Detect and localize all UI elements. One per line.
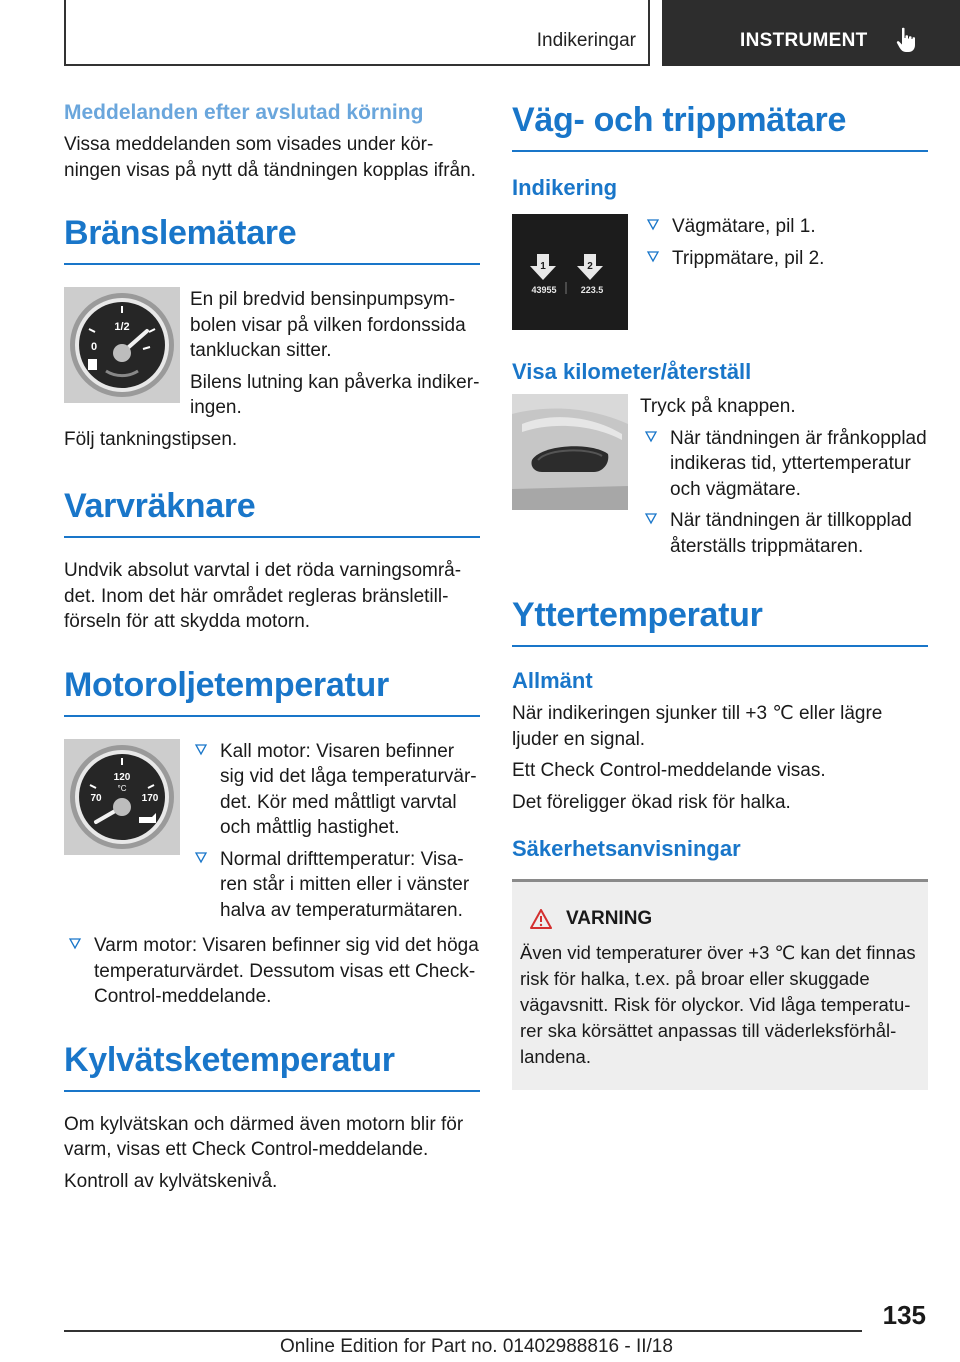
warning-label: VARNING — [566, 908, 653, 929]
oil-temp-gauge-icon — [64, 739, 180, 855]
section-title-coolant-temp: Kylvätsketemperatur — [64, 1040, 480, 1092]
odometer-value: 43955 — [531, 285, 557, 295]
subsection-title-indication: Indikering — [512, 175, 618, 200]
list-item — [190, 847, 480, 924]
fuel-gauge-image — [64, 287, 180, 403]
reset-knob-icon — [512, 394, 628, 510]
list-item — [642, 246, 928, 272]
warning-triangle-icon — [530, 909, 552, 929]
edition-text: Online Edition for Part no. 01402988816 - II/18 — [280, 1336, 673, 1357]
section-title-outside-temp: Yttertemperatur — [512, 595, 928, 647]
section-title-oil-temp: Motoroljetemperatur — [64, 665, 480, 717]
fuel-gauge-icon — [64, 287, 180, 403]
list-item-text: Trippmätare, pil 2. — [672, 247, 825, 269]
arrow-label-2: 2 — [587, 261, 593, 272]
section-title-fuel-gauge: Bränslemätare — [64, 213, 480, 265]
triangle-bullet-icon — [644, 512, 658, 526]
chapter-label: INSTRUMENT — [740, 30, 868, 51]
gauge-label-120: 120 — [113, 771, 131, 783]
footer-rule — [64, 1330, 862, 1332]
messages-text: Vissa meddelanden som visades under körningen visas på nytt då tändningen kopplas ifrån. — [64, 134, 476, 181]
gauge-label-half: 1/2 — [114, 321, 130, 333]
subsection-title-safety: Säkerhetsanvisningar — [512, 836, 741, 861]
breadcrumb: Indikeringar — [536, 30, 636, 51]
section-title-odometer: Väg- och trippmätare — [512, 100, 928, 152]
outside-temp-text-3: Det föreligger ökad risk för halka. — [512, 791, 791, 813]
reset-text: Tryck på knappen. — [640, 396, 796, 417]
header-frame-bottom — [64, 64, 650, 66]
odometer-display-image — [512, 214, 628, 330]
warning-text: Även vid temperaturer över +3 ℃ kan det finnas risk för halka, t.ex. på broar eller skuggade vägavsnitt. Risk för olyckor. Vid låga temperaturer ska körsättet anpassas till väderleksförhållandena. — [520, 942, 916, 1067]
coolant-text-1: Om kylvätskan och därmed även motorn blir för varm, visas ett Check Control-meddelande. — [64, 1113, 464, 1160]
section-title-tachometer: Varvräknare — [64, 486, 480, 538]
gauge-label-170: 170 — [141, 792, 159, 804]
trip-value: 223.5 — [580, 285, 604, 295]
list-item — [190, 739, 480, 841]
outside-temp-text-1: När indikeringen sjunker till +3 ℃ eller lägre ljuder en signal. — [512, 703, 883, 750]
fuel-gauge-text-1: En pil bredvid bensinpumpsymbolen visar på vilken fordonssida tankluckan sitter. — [190, 289, 466, 361]
section-title-messages: Meddelanden efter avslutad körning — [64, 101, 424, 124]
page-number: 135 — [882, 1300, 926, 1330]
list-item — [642, 214, 928, 240]
gauge-label-zero: 0 — [90, 341, 98, 353]
list-item-text: När tändningen är tillkopplad återställs trippmätaren. — [670, 510, 912, 557]
triangle-bullet-icon — [194, 851, 208, 865]
header-frame-left — [64, 0, 66, 66]
subsection-title-general: Allmänt — [512, 668, 593, 693]
left-column — [64, 100, 480, 1194]
outside-temp-text-2: Ett Check Control-meddelande visas. — [512, 760, 826, 781]
arrow-label-1: 1 — [540, 261, 546, 272]
coolant-text-2: Kontroll av kylvätskenivå. — [64, 1170, 278, 1192]
list-item-text: När tändningen är frånkopplad indikeras tid, yttertemperatur och vägmätare. — [670, 427, 927, 500]
warning-header — [530, 908, 920, 930]
tachometer-text: Undvik absolut varvtal i det röda varningsområdet. Inom det här området regleras bränsletillförseln för att skydda motorn. — [64, 560, 462, 632]
triangle-bullet-icon — [194, 743, 208, 757]
triangle-bullet-icon — [646, 250, 660, 264]
list-item-text: Normal drifttemperatur: Visaren står i mitten eller i vänster halva av temperaturmätaren. — [220, 848, 470, 921]
fuel-gauge-text-2: Bilens lutning kan påverka indikeringen. — [190, 371, 480, 418]
warning-box — [512, 879, 928, 1090]
list-item — [640, 426, 928, 503]
fuel-gauge-text-3: Följ tankningstipsen. — [64, 428, 238, 450]
odometer-display-icon — [512, 214, 628, 330]
header-divider — [648, 0, 650, 66]
list-item-text: Kall motor: Visaren befinner sig vid det låga temperaturvärdet. Kör med måttligt varvtal och måttlig hastighet. — [220, 740, 477, 838]
list-item — [640, 508, 928, 559]
triangle-bullet-icon — [646, 218, 660, 232]
right-column — [512, 100, 928, 1090]
reset-button-image — [512, 394, 628, 510]
oil-temp-gauge-image — [64, 739, 180, 855]
subsection-title-show-reset: Visa kilometer/återställ — [512, 359, 752, 384]
gauge-label-unit: °C — [117, 783, 127, 793]
pointing-hand-icon — [896, 27, 920, 53]
triangle-bullet-icon — [644, 430, 658, 444]
list-item-text: Varm motor: Visaren befinner sig vid det höga temperaturvärdet. Dessutom visas ett Check-Control-meddelande. — [94, 935, 479, 1007]
list-item-text: Vägmätare, pil 1. — [672, 216, 816, 237]
gauge-label-70: 70 — [90, 792, 102, 804]
list-item — [64, 933, 480, 1010]
triangle-bullet-icon — [68, 937, 82, 951]
